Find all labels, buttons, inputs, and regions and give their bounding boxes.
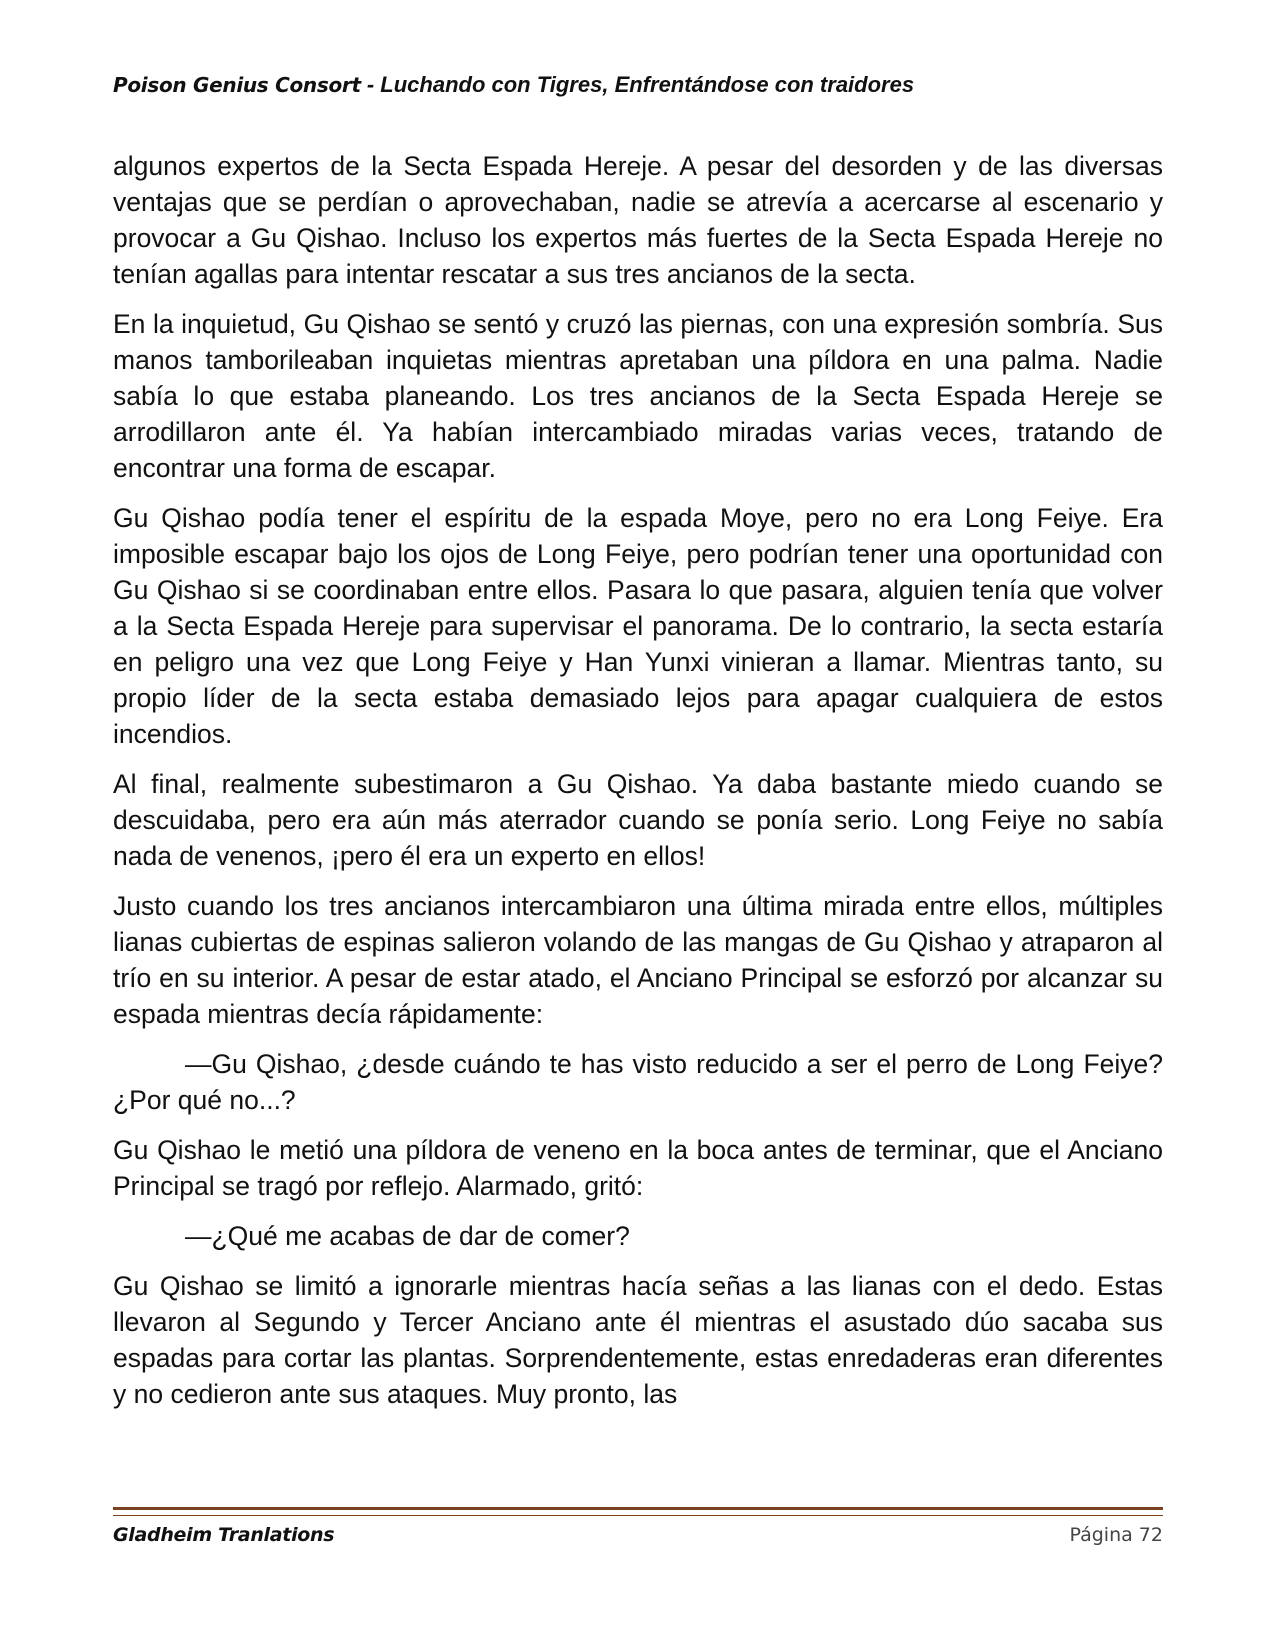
paragraph: Gu Qishao podía tener el espíritu de la espada Moye, pero no era Long Feiye. Era imposible escapar bajo los ojos de Long Feiye, pero podrían tener una oportunidad con Gu Qishao si se coordinaban entre ellos. Pasara lo que pasara, alguien tenía que volver a la Secta Espada Hereje para supervisar el panorama. De lo contrario, la secta estaría en peligro una vez que Long Feiye y Han Yunxi vinieran a llamar. Mientras tanto, su propio líder de la secta estaba demasiado lejos para apagar cualquiera de estos incendios. bbox=[113, 503, 1163, 749]
paragraph: Gu Qishao se limitó a ignorarle mientras hacía señas a las lianas con el dedo. Estas llevaron al Segundo y Tercer Anciano ante él mientras el asustado dúo sacaba sus espadas para cortar las plantas. Sorprendentemente, estas enredaderas eran diferentes y no cedieron ante sus ataques. Muy pronto, las bbox=[113, 1271, 1163, 1409]
page-number: Página 72 bbox=[1069, 1524, 1163, 1546]
book-title: Poison Genius Consort bbox=[113, 73, 361, 97]
chapter-title: Luchando con Tigres, Enfrentándose con traidores bbox=[380, 72, 915, 97]
footer-rule-thick bbox=[113, 1507, 1163, 1510]
dialogue-paragraph: —¿Qué me acabas de dar de comer? bbox=[185, 1221, 630, 1251]
publisher-name: Gladheim Tranlations bbox=[113, 1524, 335, 1546]
paragraph: algunos expertos de la Secta Espada Hereje. A pesar del desorden y de las diversas ventajas que se perdían o aprovechaban, nadie se atrevía a acercarse al escenario y provocar a Gu Qishao. Incluso los expertos más fuertes de la Secta Espada Hereje no tenían agallas para intentar rescatar a sus tres ancianos de la secta. bbox=[113, 151, 1163, 289]
paragraph: En la inquietud, Gu Qishao se sentó y cruzó las piernas, con una expresión sombría. Sus manos tamborileaban inquietas mientras apretaban una píldora en una palma. Nadie sabía lo que estaba planeando. Los tres ancianos de la Secta Espada Hereje se arrodillaron ante él. Ya habían intercambiado miradas varias veces, tratando de encontrar una forma de escapar. bbox=[113, 309, 1163, 483]
footer-rule-thin bbox=[113, 1515, 1163, 1516]
paragraph: Justo cuando los tres ancianos intercambiaron una última mirada entre ellos, múltiples lianas cubiertas de espinas salieron volando de las mangas de Gu Qishao y atraparon al trío en su interior. A pesar de estar atado, el Anciano Principal se esforzó por alcanzar su espada mientras decía rápidamente: bbox=[113, 891, 1163, 1029]
paragraph: Al final, realmente subestimaron a Gu Qishao. Ya daba bastante miedo cuando se descuidaba, pero era aún más aterrador cuando se ponía serio. Long Feiye no sabía nada de venenos, ¡pero él era un experto en ellos! bbox=[113, 769, 1163, 871]
page-body bbox=[113, 148, 1163, 1426]
dialogue-paragraph: —Gu Qishao, ¿desde cuándo te has visto reducido a ser el perro de Long Feiye? ¿Por qué no...? bbox=[113, 1049, 1163, 1115]
running-header bbox=[113, 72, 1163, 98]
paragraph: Gu Qishao le metió una píldora de veneno en la boca antes de terminar, que el Anciano Principal se tragó por reflejo. Alarmado, gritó: bbox=[113, 1135, 1163, 1201]
header-separator: - bbox=[360, 72, 381, 97]
